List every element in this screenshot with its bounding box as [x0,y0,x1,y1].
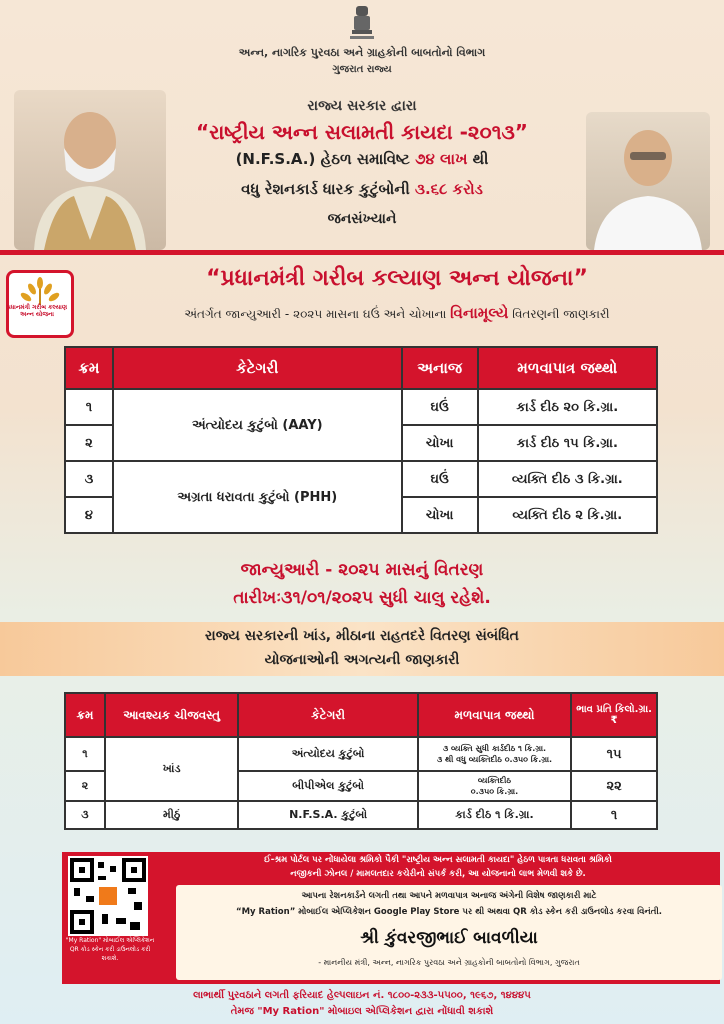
portrait-left [14,90,166,250]
col-header: મળવાપાત્ર જથ્થો [418,693,571,737]
col-header: મળવાપાત્ર જથ્થો [478,347,657,389]
scheme-title: “પ્રધાનમંત્રી ગરીબ કલ્યાણ અન્ન યોજના” [206,266,588,291]
distribution-month: જાન્યુઆરી - ૨૦૨૫ માસનું વિતરણ [240,560,484,580]
table-row: ૩ મીઠું N.F.S.A. કુટુંબો કાર્ડ દીઠ ૧ કિ.ગ્રા. ૧ [65,801,657,829]
table-row: ૨ બીપીએલ કુટુંબો વ્યક્તિદીઠ ૦.૩૫૦ કિ.ગ્રા. ૨૨ [65,771,657,801]
shram-note-line2: નજીકની ઝોનલ / મામલતદાર કચેરીનો સંપર્ક કરી, આ યોજનાનો લાભ મેળવી શકે છે. [290,869,586,879]
col-header: કેટેગરી [113,347,402,389]
helpline-app: તેમજ "My Ration" મોબાઇલ એપ્લિકેશન દ્વારા નોંધાવી શકાશે [230,1006,494,1017]
col-header: ક્રમ [65,347,113,389]
qr-note: "My Ration" મોબાઈલ એપ્લિકેશન QR કોડ સ્કેન કરી ડાઉનલોડ કરી શકાશે. [65,937,155,962]
headline-line5: જનસંખ્યાને [327,211,397,227]
col-header: કેટેગરી [238,693,417,737]
grain-table [64,346,658,534]
table-row: ૧ ખાંડ અંત્યોદય કુટુંબો ૩ વ્યક્તિ સુધી કાર્ડદીઠ ૧ કિ.ગ્રા. ૩ થી વધુ વ્યક્તિદીઠ ૦.૩૫૦ કિ.ગ્રા. ૧૫ [65,737,657,771]
table-row: ૨ ચોખા કાર્ડ દીઠ ૧૫ કિ.ગ્રા. [65,425,657,461]
headline-act: “રાષ્ટ્રીય અન્ન સલામતી કાયદા -૨૦૧૩” [196,120,528,144]
table-row: ૧ અંત્યોદય કુટુંબો (AAY) ઘઉં કાર્ડ દીઠ ૨૦ કિ.ગ્રા. [65,389,657,425]
headline-line1: રાજ્ય સરકાર દ્વારા [307,98,417,114]
shram-note-line1: ઈ-શ્રમ પોર્ટલ પર નોંધાયેલા શ્રમિકો પૈકી "રાષ્ટ્રીય અન્ન સલામતી કાયદા" હેઠળ પાત્રતા ધરાવતા શ્રમિકો [264,855,612,865]
info-band-line2: યોજનાઓની અગત્યની જાણકારી [264,652,460,668]
helpline: લાભાર્થી પુરવઠાને લગતી ફરિયાદ હેલ્પલાઇન નં. ૧૮૦૦-૨૩૩-૫૫૦૦, ૧૯૬૭, ૧૪૪૪૫ [193,990,531,1001]
portrait-right [586,112,710,250]
headline-line4: વધુ રેશનકાર્ડ ધારક કુટુંબોની ૩.૬૮ કરોડ [241,180,483,198]
qr-code[interactable] [68,856,148,936]
headline-line3: (N.F.S.A.) હેઠળ સમાવિષ્ટ ૭૪ લાખ થી [235,150,489,168]
state-emblem-icon [346,4,378,42]
sugar-salt-table [64,692,658,830]
table-row: ૪ ચોખા વ્યક્તિ દીઠ ૨ કિ.ગ્રા. [65,497,657,533]
info-band-line1: રાજ્ય સરકારની ખાંડ, મીઠાના રાહતદરે વિતરણ સંબંધિત [205,628,519,644]
info-line2: “My Ration” મોબાઈલ એપ્લિકેશન Google Play Store પર થી અથવા QR કોડ સ્કેન કરી ડાઉનલોડ કરવા વિનંતી. [236,907,662,917]
minister-name: શ્રી કુંવરજીભાઈ બાવળીયા [360,928,538,948]
info-line1: આપના રેશનકાર્ડને લગતી તથા આપને મળવાપાત્ર અનાજ અંગેની વિશેષ જાણકારી માટે [301,891,597,901]
table-row: ૩ અગ્રતા ધરાવતા કુટુંબો (PHH) ઘઉં વ્યક્તિ દીઠ ૩ કિ.ગ્રા. [65,461,657,497]
department-name: અન્ન, નાગરિક પુરવઠા અને ગ્રાહકોની બાબતોનો વિભાગ [238,46,486,59]
col-header: ક્રમ [65,693,105,737]
col-header: આવશ્યક ચીજવસ્તુ [105,693,239,737]
scheme-logo-text: પ્રધાનમંત્રી ગરીબ કલ્યાણ અન્ન યોજના [6,304,68,318]
col-header: ભાવ પ્રતિ કિલો.ગ્રા.₹ [571,693,657,737]
minister-role: - માનનીય મંત્રી, અન્ન, નાગરિક પુરવઠા અને ગ્રાહકોની બાબતોનો વિભાગ, ગુજરાત [318,958,580,967]
distribution-date: તારીખઃ૩૧/૦૧/૨૦૨૫ સુધી ચાલુ રહેશે. [233,588,491,608]
wheat-icon [12,275,68,307]
divider [0,250,724,255]
state-name: ગુજરાત રાજ્ય [332,64,392,75]
col-header: અનાજ [402,347,478,389]
scheme-subtitle: અંતર્ગત જાન્યુઆરી - ૨૦૨૫ માસના ઘઉં અને ચોખાના વિનામૂલ્યે વિતરણની જાણકારી [184,304,610,322]
